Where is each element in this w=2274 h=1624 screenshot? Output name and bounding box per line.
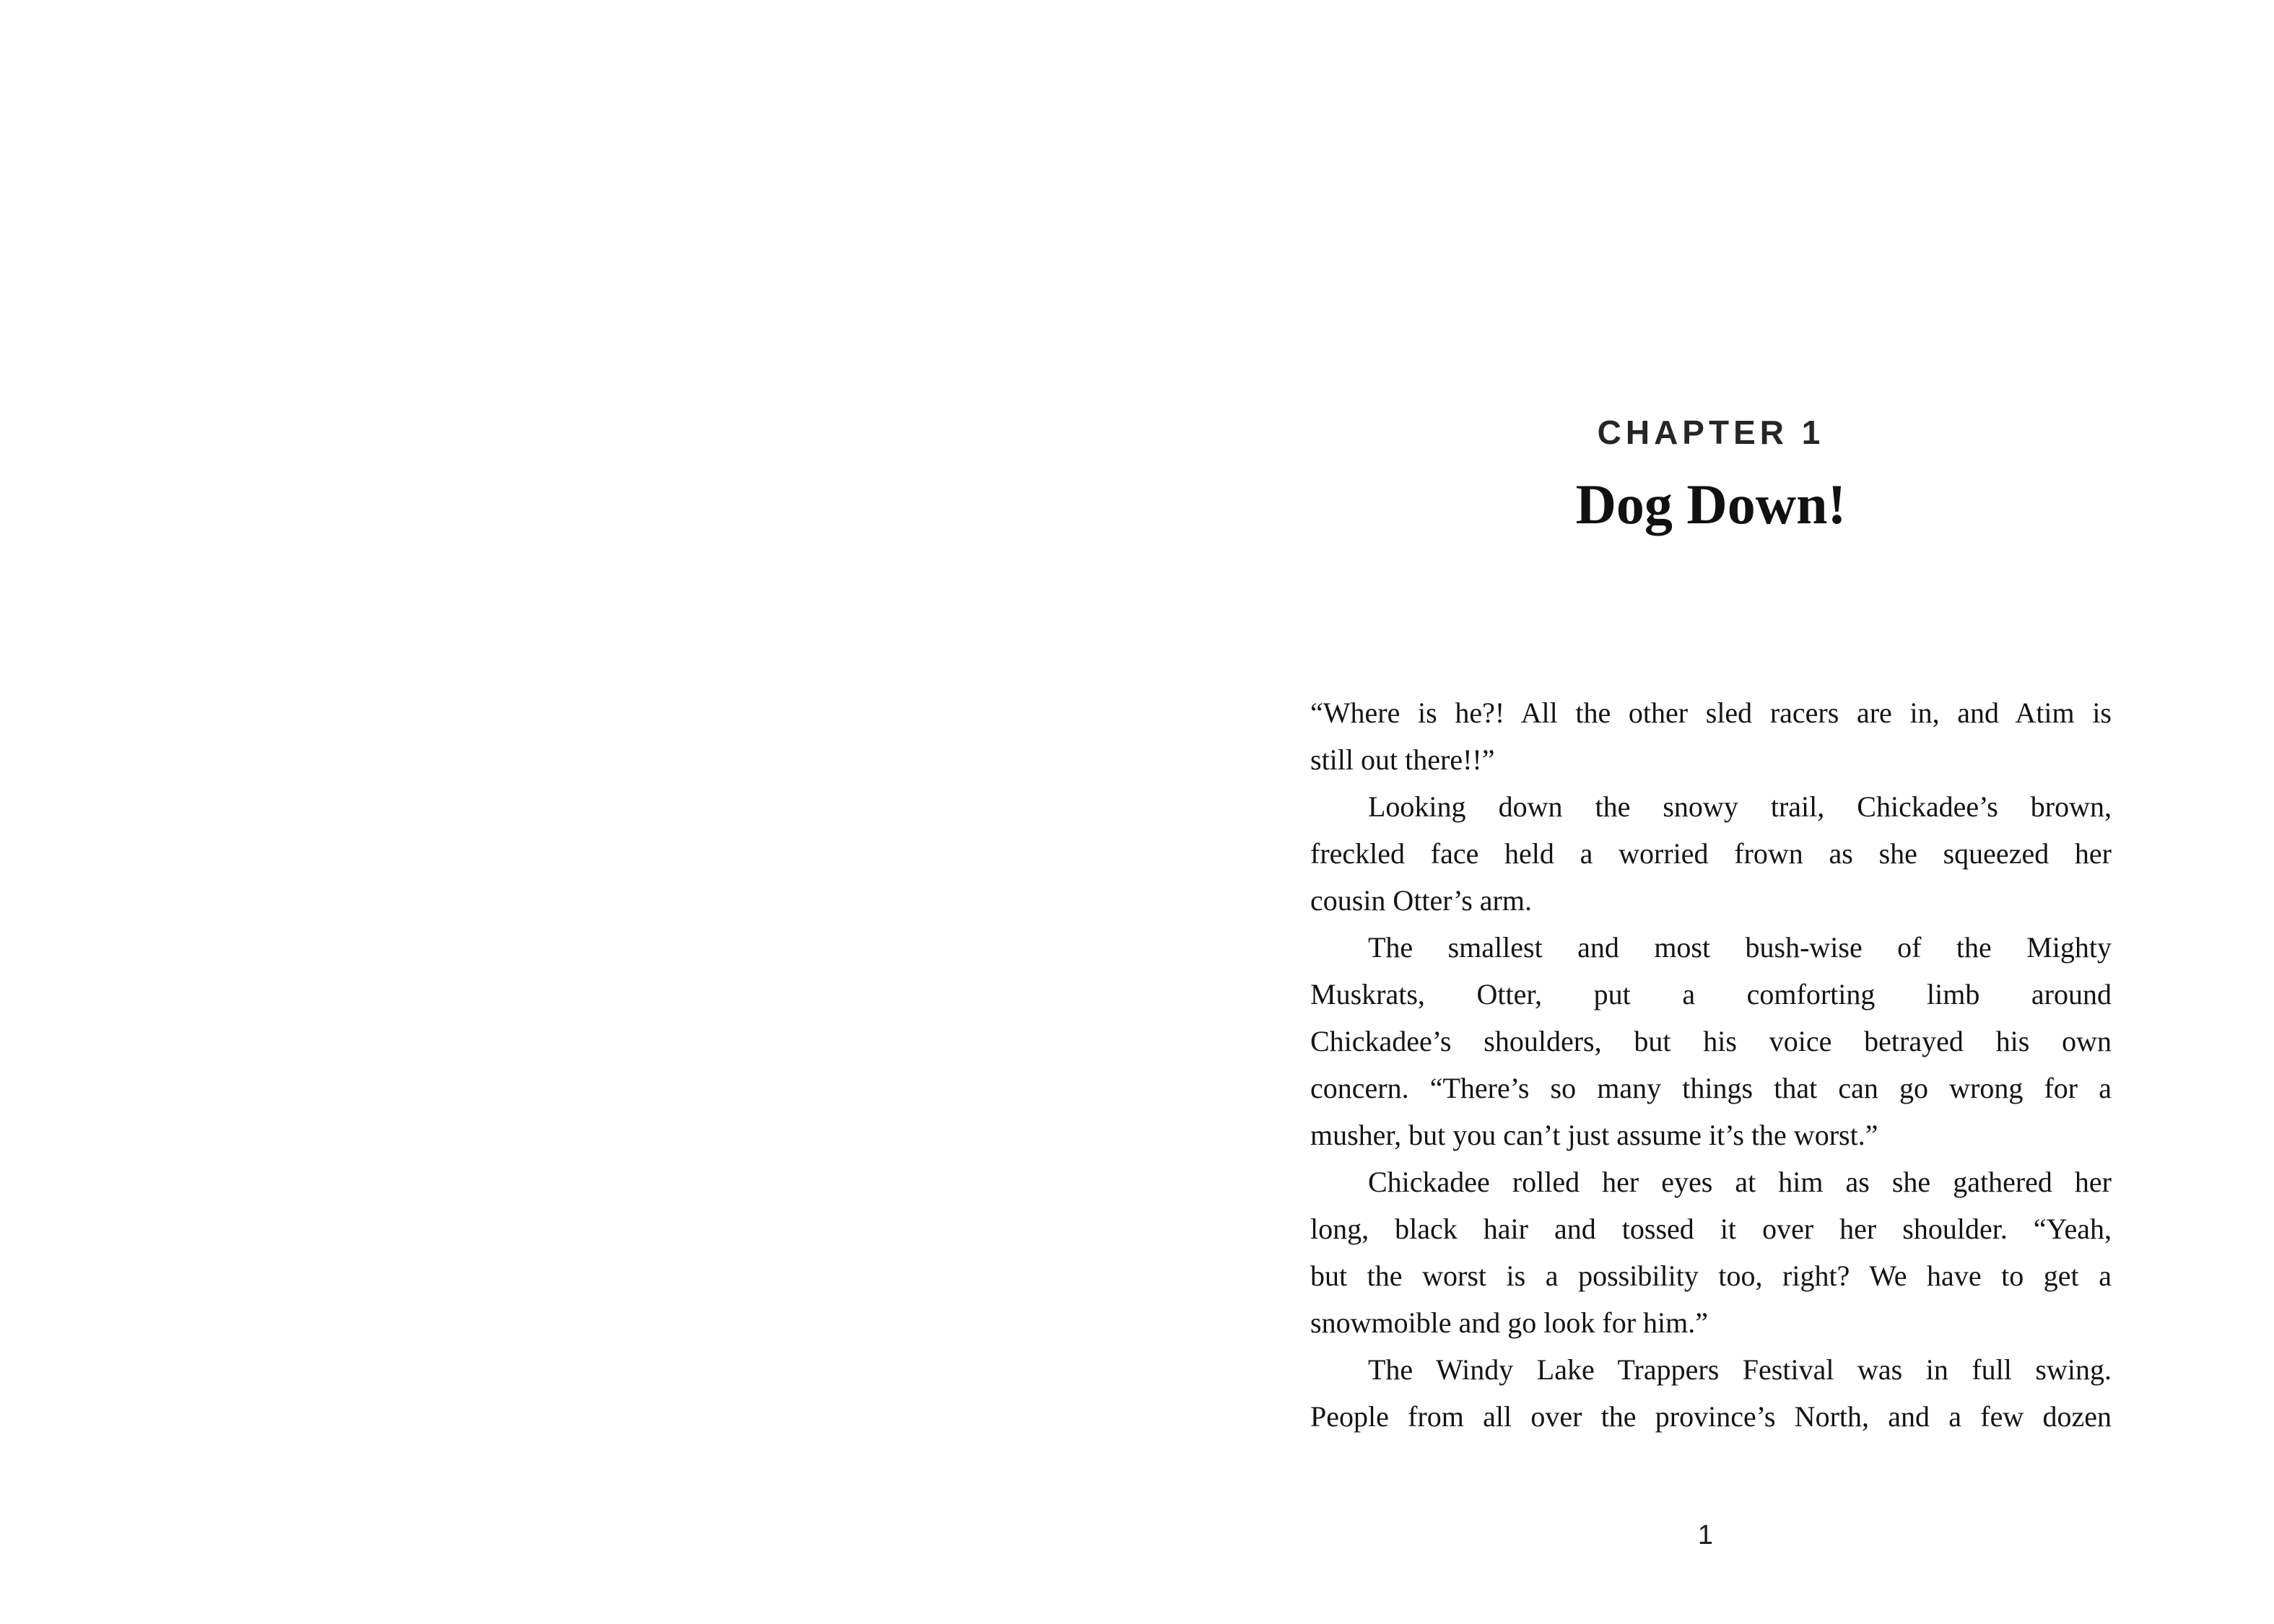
text-line: Chickadee’s shoulders, but his voice betrayed his own	[1310, 1025, 2112, 1057]
page-number: 1	[1697, 1520, 1714, 1550]
text-line: cousin Otter’s arm.	[1310, 884, 1532, 917]
text-line: but the worst is a possibility too, right? We have to get a	[1310, 1260, 2112, 1292]
right-page	[1137, 0, 2274, 1624]
paragraph-3	[1310, 924, 2112, 1158]
text-line: The smallest and most bush-wise of the Mighty	[1368, 931, 2112, 964]
text-line: The Windy Lake Trappers Festival was in full swing.	[1368, 1353, 2112, 1386]
body-text	[1310, 689, 2112, 1440]
text-line: Looking down the snowy trail, Chickadee’s brown,	[1368, 790, 2112, 823]
text-line: snowmoible and go look for him.”	[1310, 1306, 1709, 1339]
chapter-title: Dog Down!	[1575, 473, 1847, 536]
text-line: Muskrats, Otter, put a comforting limb around	[1310, 978, 2112, 1010]
text-line: long, black hair and tossed it over her shoulder. “Yeah,	[1310, 1213, 2112, 1245]
text-line: People from all over the province’s North, and a few dozen	[1310, 1400, 2112, 1433]
text-line: freckled face held a worried frown as she squeezed her	[1310, 837, 2112, 870]
text-line: musher, but you can’t just assume it’s the worst.”	[1310, 1119, 1878, 1151]
text-line: “Where is he?! All the other sled racers are in, and Atim is	[1310, 697, 2112, 729]
paragraph-1	[1310, 689, 2112, 783]
text-line: Chickadee rolled her eyes at him as she gathered her	[1368, 1166, 2112, 1198]
text-line: still out there!!”	[1310, 743, 1495, 776]
paragraph-2	[1310, 783, 2112, 924]
paragraph-4	[1310, 1158, 2112, 1346]
text-line: concern. “There’s so many things that can go wrong for a	[1310, 1072, 2112, 1104]
paragraph-5	[1310, 1346, 2112, 1440]
chapter-label: CHAPTER 1	[1597, 414, 1825, 451]
